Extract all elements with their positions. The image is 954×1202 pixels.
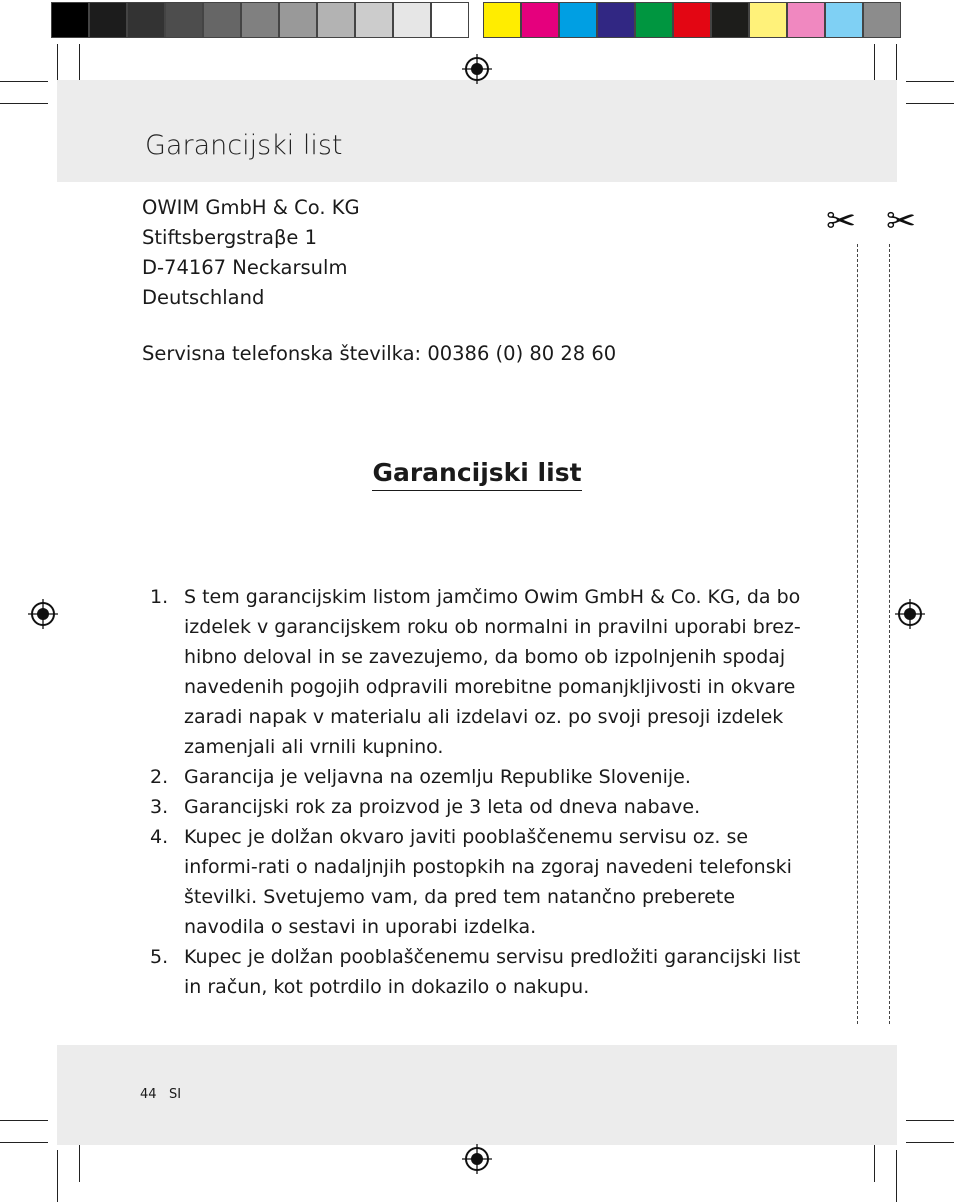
- color-swatch: [521, 2, 559, 38]
- main-title: Garancijski list: [372, 458, 581, 491]
- color-swatch: [825, 2, 863, 38]
- page-number: 44 SI: [140, 1087, 182, 1102]
- crop-mark: [57, 44, 58, 80]
- color-swatch: [431, 2, 469, 38]
- item-number: 3.: [150, 796, 169, 818]
- item-number: 4.: [150, 826, 169, 848]
- country: Deutschland: [142, 286, 265, 309]
- address-block: [142, 193, 360, 313]
- color-swatch: [355, 2, 393, 38]
- item-number: 1.: [150, 586, 169, 608]
- street-address: Stiftsbergstraβe 1: [142, 226, 318, 249]
- crop-mark: [0, 103, 48, 104]
- terms-list: [150, 582, 820, 1002]
- color-swatch: [673, 2, 711, 38]
- main-title-wrapper: [0, 458, 954, 487]
- color-swatch: [559, 2, 597, 38]
- color-swatch: [317, 2, 355, 38]
- color-swatch: [279, 2, 317, 38]
- color-swatch: [597, 2, 635, 38]
- item-number: 2.: [150, 766, 169, 788]
- color-swatch: [787, 2, 825, 38]
- registration-mark-icon: [895, 599, 925, 629]
- scissors-icon: ✂: [886, 201, 917, 242]
- color-swatch: [749, 2, 787, 38]
- cut-line: [857, 244, 858, 1024]
- color-swatch: [863, 2, 901, 38]
- grayscale-color-bar: [51, 2, 469, 38]
- color-swatch: [483, 2, 521, 38]
- color-swatch: [127, 2, 165, 38]
- item-text: Kupec je dolžan okvaro javiti pooblaščenemu servisu oz. se informi-rati o nadaljnjih postopkih na zgoraj navedeni telefonski številki. Svetujemo vam, da pred tem natančno preberete navodila o sestavi in uporabi izdelka.: [184, 826, 792, 938]
- city-address: D-74167 Neckarsulm: [142, 256, 348, 279]
- color-swatch: [203, 2, 241, 38]
- footer-band: [57, 1045, 897, 1145]
- color-swatch: [393, 2, 431, 38]
- crop-mark: [0, 1120, 48, 1121]
- crop-mark: [57, 1150, 58, 1202]
- crop-mark: [0, 81, 48, 82]
- company-name: OWIM GmbH & Co. KG: [142, 196, 360, 219]
- color-swatch: [89, 2, 127, 38]
- crop-mark: [906, 103, 954, 104]
- process-color-bar: [483, 2, 901, 38]
- crop-mark: [906, 81, 954, 82]
- terms-item: [150, 792, 820, 822]
- color-swatch: [635, 2, 673, 38]
- crop-mark: [906, 1120, 954, 1121]
- terms-item: [150, 762, 820, 792]
- item-text: Garancija je veljavna na ozemlju Republike Slovenije.: [184, 766, 691, 788]
- crop-mark: [906, 1142, 954, 1143]
- crop-mark: [0, 1142, 48, 1143]
- registration-mark-icon: [462, 1144, 492, 1174]
- item-text: Kupec je dolžan pooblaščenemu servisu predložiti garancijski list in račun, kot potrdilo in dokazilo o nakupu.: [184, 946, 801, 998]
- item-text: S tem garancijskim listom jamčimo Owim GmbH & Co. KG, da bo izdelek v garancijskem roku ob normalni in pravilni uporabi brez-hibno deloval in se zavezujemo, da bomo ob izpolnjenih spodaj navedenih pogojih odpravili morebitne pomanjkljivosti in okvare zaradi napak v materialu ali izdelavi oz. po svoji presoji izdelek zamenjali ali vrnili kupnino.: [184, 586, 801, 758]
- color-swatch: [711, 2, 749, 38]
- scissors-icon: ✂: [826, 201, 857, 242]
- crop-mark: [79, 1140, 80, 1182]
- terms-item: [150, 822, 820, 942]
- crop-mark: [896, 44, 897, 80]
- color-swatch: [51, 2, 89, 38]
- crop-mark: [896, 1150, 897, 1202]
- color-swatch: [241, 2, 279, 38]
- registration-mark-icon: [462, 54, 492, 84]
- terms-item: [150, 582, 820, 762]
- cut-line: [889, 244, 890, 1024]
- terms-item: [150, 942, 820, 1002]
- header-title: Garancijski list: [145, 130, 343, 161]
- item-text: Garancijski rok za proizvod je 3 leta od dneva nabave.: [184, 796, 701, 818]
- crop-mark: [874, 1140, 875, 1182]
- registration-mark-icon: [28, 599, 58, 629]
- color-swatch: [165, 2, 203, 38]
- service-phone: Servisna telefonska številka: 00386 (0) 80 28 60: [142, 342, 617, 365]
- item-number: 5.: [150, 946, 169, 968]
